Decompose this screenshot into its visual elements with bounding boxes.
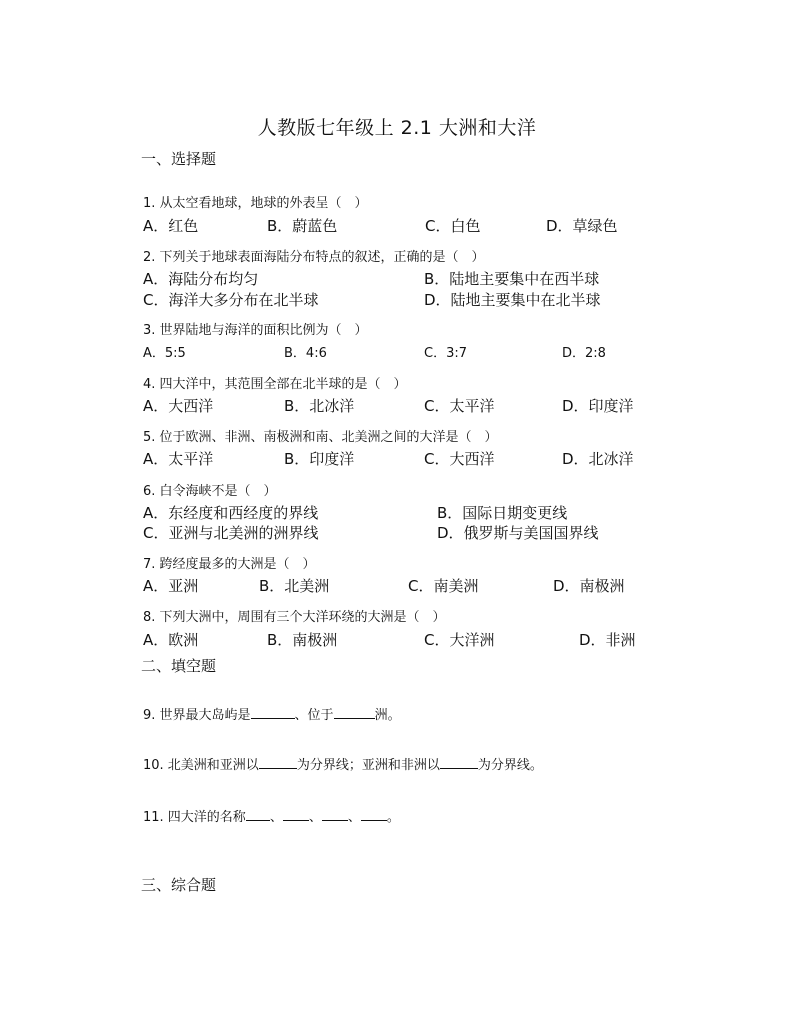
q2-option-b: B．陆地主要集中在西半球 (424, 270, 600, 288)
question-7-stem: 7. 跨经度最多的大洲是（ ） (143, 557, 316, 572)
q11-sep-1: 、 (269, 810, 283, 825)
question-3-stem: 3. 世界陆地与海洋的面积比例为（ ） (143, 323, 368, 338)
q1-option-b: B．蔚蓝色 (267, 217, 338, 235)
q9-text-a: 9. 世界最大岛屿是 (143, 708, 251, 723)
section-fill-in: 二、填空题 (141, 657, 217, 675)
q3-option-c: C．3:7 (424, 346, 467, 361)
q11-blank-2[interactable] (283, 808, 309, 821)
q11-text-end: 。 (386, 810, 400, 825)
q6-option-d: D．俄罗斯与美国国界线 (437, 524, 599, 542)
q7-option-d: D．南极洲 (553, 577, 625, 595)
q3-option-d: D．2:8 (562, 346, 606, 361)
q6-option-b: B．国际日期变更线 (437, 504, 568, 522)
q1-option-a: A．红色 (143, 217, 199, 235)
q9-text-b: 、位于 (294, 708, 334, 723)
question-1-stem: 1. 从太空看地球，地球的外表呈（ ） (143, 196, 368, 211)
q10-text-a: 10. 北美洲和亚洲以 (143, 758, 259, 773)
q8-option-b: B．南极洲 (267, 631, 338, 649)
q11-text-a: 11. 四大洋的名称 (143, 810, 246, 825)
q11-sep-2: 、 (308, 810, 322, 825)
question-4-stem: 4. 四大洋中，其范围全部在北半球的是（ ） (143, 377, 407, 392)
q4-option-c: C．太平洋 (424, 397, 495, 415)
q5-option-c: C．大西洋 (424, 450, 495, 468)
q11-sep-3: 、 (347, 810, 361, 825)
q11-blank-1[interactable] (246, 808, 270, 821)
q4-option-b: B．北冰洋 (284, 397, 355, 415)
q5-option-d: D．北冰洋 (562, 450, 634, 468)
q6-option-a: A．东经度和西经度的界线 (143, 504, 319, 522)
q8-option-d: D．非洲 (579, 631, 636, 649)
q7-option-b: B．北美洲 (259, 577, 330, 595)
section-comprehensive: 三、综合题 (141, 876, 217, 894)
q10-blank-1[interactable] (259, 756, 297, 769)
q10-text-b: 为分界线；亚洲和非洲以 (296, 758, 440, 773)
q9-blank-1[interactable] (251, 706, 295, 719)
q9-blank-2[interactable] (334, 706, 375, 719)
q5-option-b: B．印度洋 (284, 450, 355, 468)
q2-option-a: A．海陆分布均匀 (143, 270, 259, 288)
q9-text-c: 洲。 (374, 708, 401, 723)
q10-text-c: 为分界线。 (477, 758, 543, 773)
q7-option-c: C．南美洲 (408, 577, 479, 595)
q4-option-d: D．印度洋 (562, 397, 634, 415)
q6-option-c: C．亚洲与北美洲的洲界线 (143, 524, 319, 542)
q11-blank-4[interactable] (361, 808, 387, 821)
q4-option-a: A．大西洋 (143, 397, 214, 415)
question-6-stem: 6. 白令海峡不是（ ） (143, 484, 277, 499)
q5-option-a: A．太平洋 (143, 450, 214, 468)
q1-option-d: D．草绿色 (546, 217, 618, 235)
question-2-stem: 2. 下列关于地球表面海陆分布特点的叙述，正确的是（ ） (143, 250, 485, 265)
q10-blank-2[interactable] (440, 756, 478, 769)
q11-blank-3[interactable] (322, 808, 348, 821)
q3-option-a: A．5:5 (143, 346, 186, 361)
question-5-stem: 5. 位于欧洲、非洲、南极洲和南、北美洲之间的大洋是（ ） (143, 430, 498, 445)
section-choice: 一、选择题 (141, 150, 217, 168)
q2-option-d: D．陆地主要集中在北半球 (424, 291, 601, 309)
question-10 (143, 754, 543, 773)
question-8-stem: 8. 下列大洲中，周围有三个大洋环绕的大洲是（ ） (143, 610, 446, 625)
q8-option-c: C．大洋洲 (424, 631, 495, 649)
question-9 (143, 704, 401, 723)
q2-option-c: C．海洋大多分布在北半球 (143, 291, 319, 309)
page-title: 人教版七年级上 2.1 大洲和大洋 (257, 117, 537, 139)
q7-option-a: A．亚洲 (143, 577, 199, 595)
question-11 (143, 806, 400, 825)
q1-option-c: C．白色 (425, 217, 481, 235)
q8-option-a: A．欧洲 (143, 631, 199, 649)
q3-option-b: B．4:6 (284, 346, 327, 361)
